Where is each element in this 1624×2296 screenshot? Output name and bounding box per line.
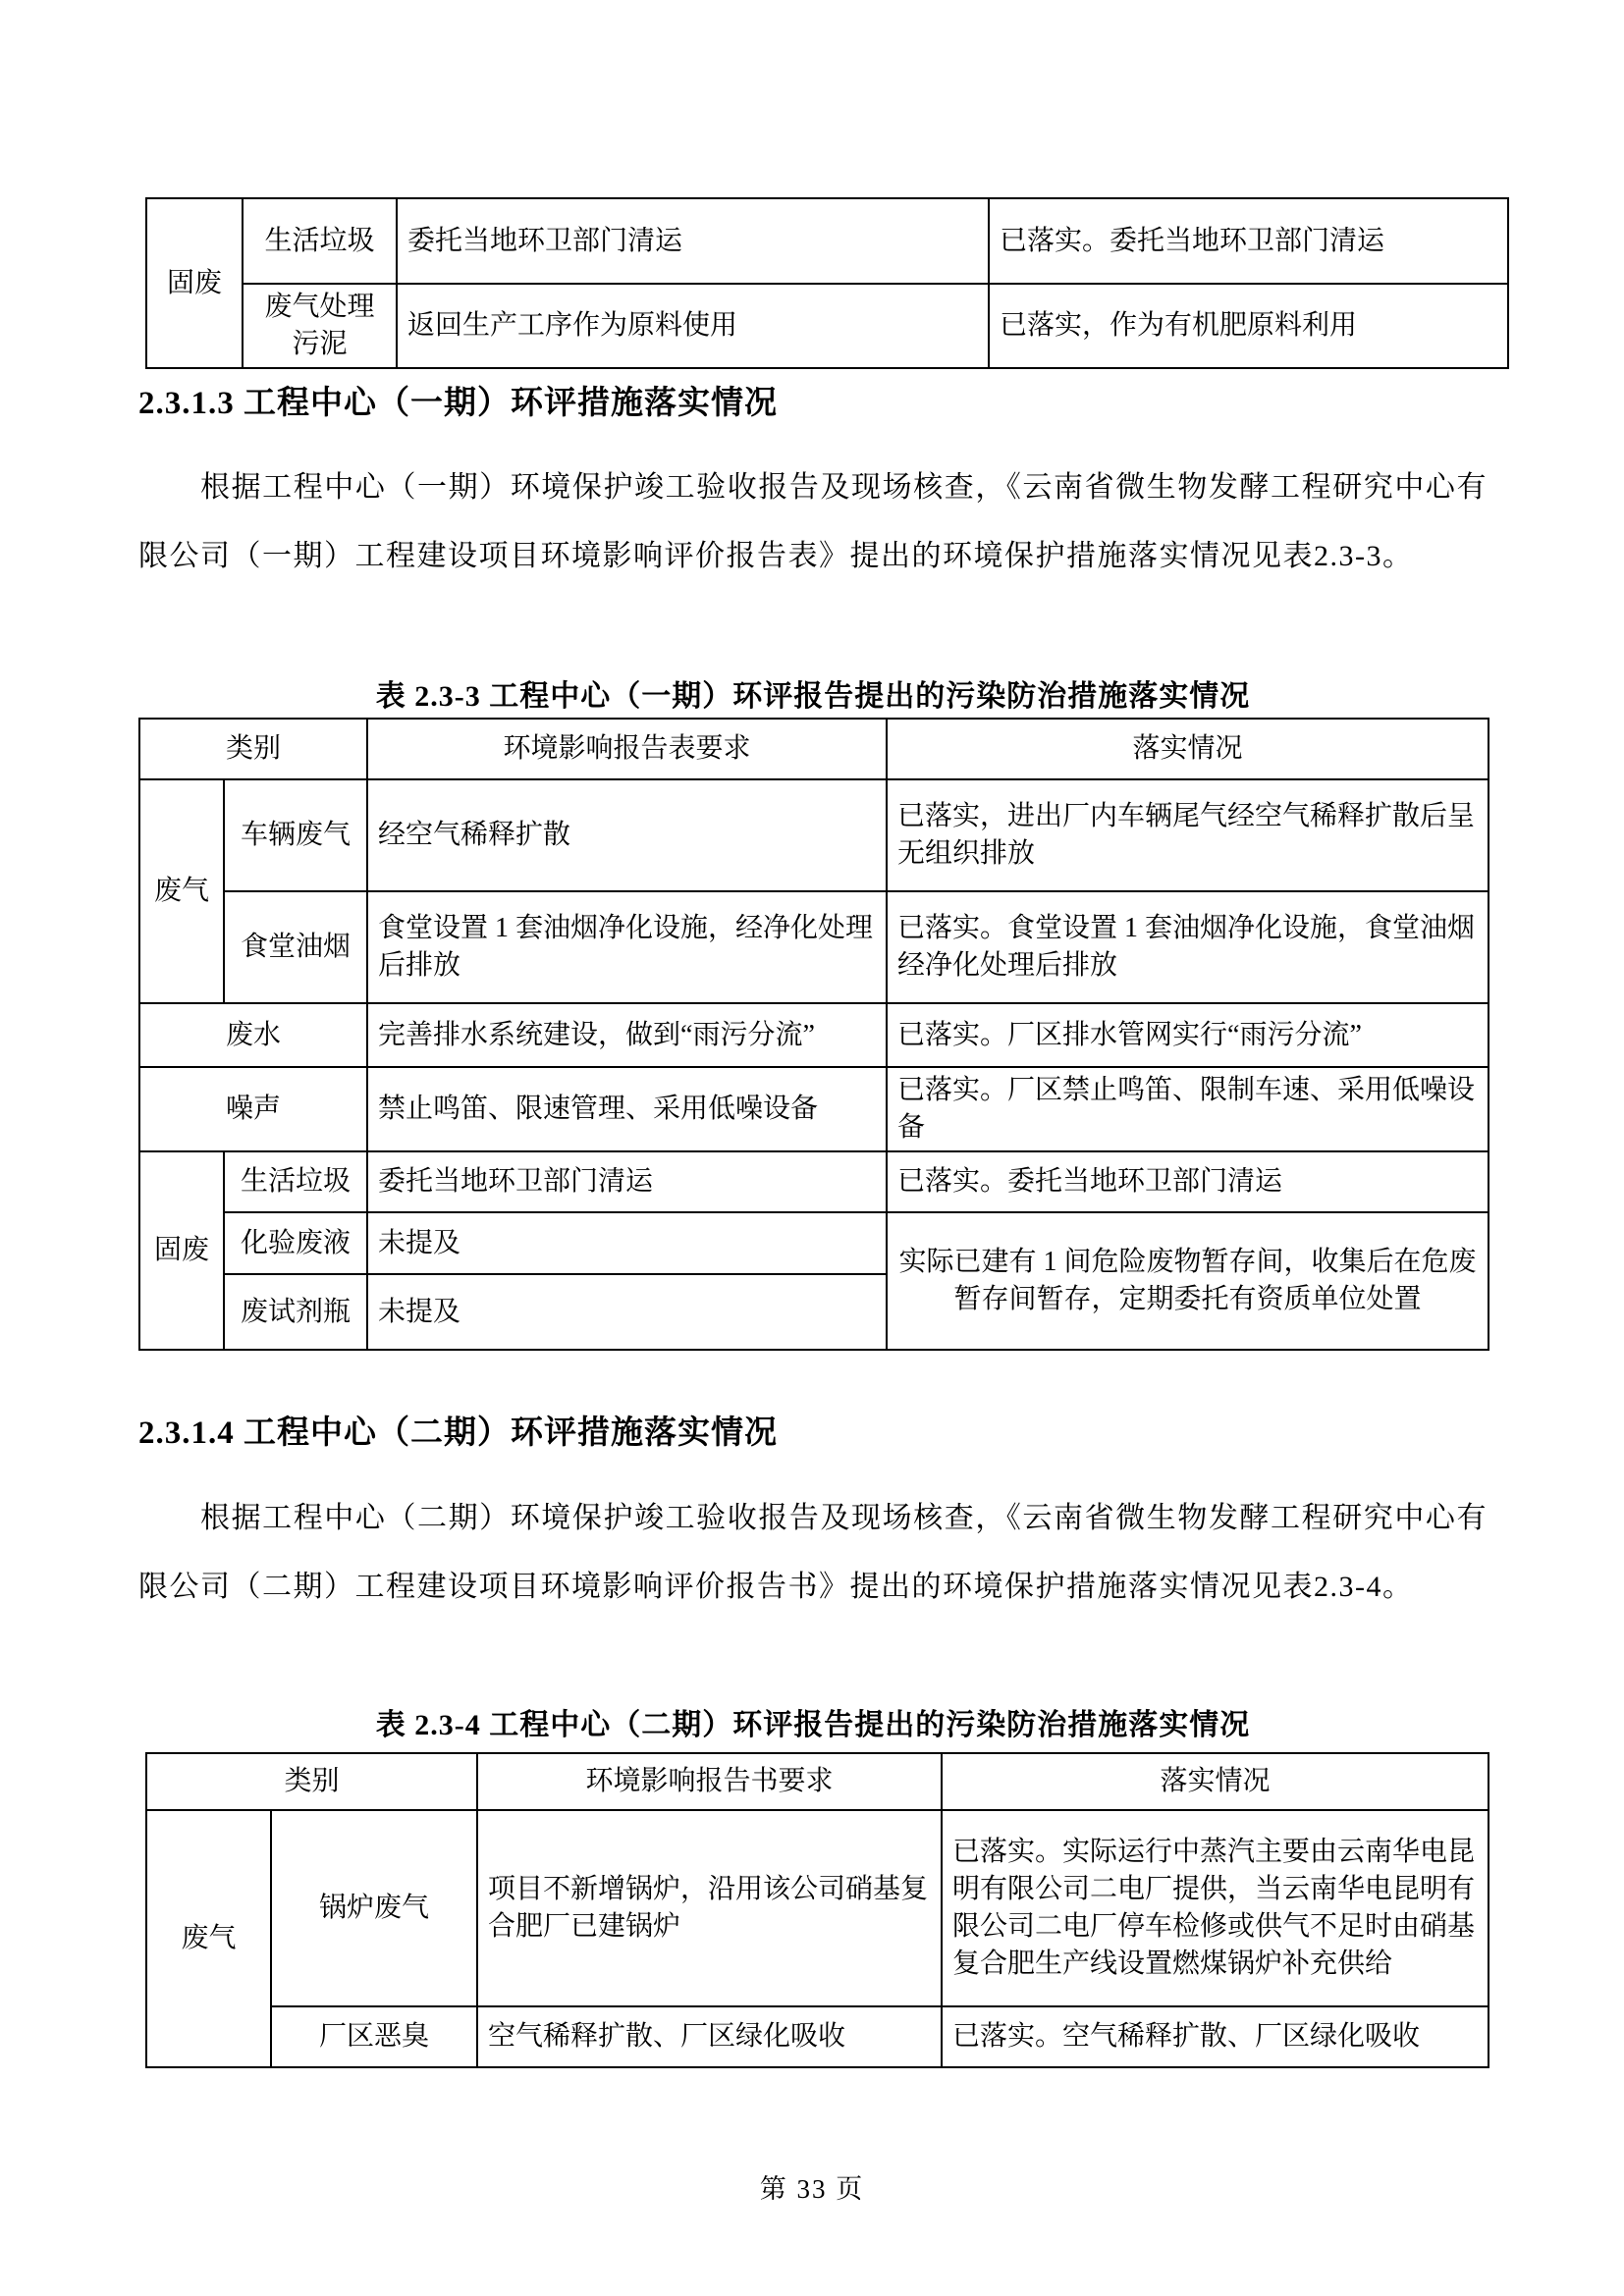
category-cell: 固废: [146, 198, 243, 368]
page-number: 第 33 页: [759, 2174, 865, 2204]
requirement-cell: 项目不新增锅炉，沿用该公司硝基复合肥厂已建锅炉: [477, 1810, 942, 2006]
status-cell: 已落实。空气稀释扩散、厂区绿化吸收: [942, 2006, 1489, 2067]
table-row: [139, 891, 1489, 1003]
table-234: [145, 1752, 1489, 2068]
item-cell: 锅炉废气: [271, 1810, 477, 2006]
item-cell: 厂区恶臭: [271, 2006, 477, 2067]
section-heading-2314: 2.3.1.4 工程中心（二期）环评措施落实情况: [138, 1415, 778, 1451]
table-row: [146, 198, 1508, 284]
header-status: 落实情况: [942, 1753, 1489, 1810]
status-cell: 已落实。食堂设置 1 套油烟净化设施，食堂油烟经净化处理后排放: [887, 891, 1489, 1003]
requirement-cell: 返回生产工序作为原料使用: [397, 284, 989, 368]
carryover-table: [145, 197, 1509, 369]
category-cell: 废水: [139, 1003, 367, 1067]
table-233: [138, 718, 1489, 1351]
requirement-cell: 食堂设置 1 套油烟净化设施，经净化处理后排放: [367, 891, 887, 1003]
table-row: [146, 284, 1508, 368]
item-cell: 生活垃圾: [224, 1151, 367, 1212]
item-cell: 生活垃圾: [243, 198, 397, 284]
table-row: [139, 1212, 1489, 1274]
item-cell: 废试剂瓶: [224, 1274, 367, 1350]
requirement-cell: 委托当地环卫部门清运: [397, 198, 989, 284]
table-row: [139, 779, 1489, 891]
section-paragraph-2313: 根据工程中心（一期）环境保护竣工验收报告及现场核查，《云南省微生物发酵工程研究中心有限公司（一期）工程建设项目环境影响评价报告表》提出的环境保护措施落实情况见表2.3-3。: [138, 471, 1488, 572]
table-header-row: [146, 1753, 1489, 1810]
table-row: [139, 1151, 1489, 1212]
requirement-cell: 禁止鸣笛、限速管理、采用低噪设备: [367, 1067, 887, 1151]
status-cell: 已落实。委托当地环卫部门清运: [887, 1151, 1489, 1212]
header-status: 落实情况: [887, 719, 1489, 779]
requirement-cell: 完善排水系统建设，做到“雨污分流”: [367, 1003, 887, 1067]
status-cell: 已落实。厂区禁止鸣笛、限制车速、采用低噪设备: [887, 1067, 1489, 1151]
table-caption-234: 表 2.3-4 工程中心（二期）环评报告提出的污染防治措施落实情况: [375, 1709, 1251, 1741]
category-cell: 废气: [146, 1810, 271, 2067]
item-cell: 车辆废气: [224, 779, 367, 891]
header-requirement: 环境影响报告表要求: [367, 719, 887, 779]
requirement-cell: 空气稀释扩散、厂区绿化吸收: [477, 2006, 942, 2067]
header-category: 类别: [139, 719, 367, 779]
table-header-row: [139, 719, 1489, 779]
status-cell: 已落实。实际运行中蒸汽主要由云南华电昆明有限公司二电厂提供，当云南华电昆明有限公司二电厂停车检修或供气不足时由硝基复合肥生产线设置燃煤锅炉补充供给: [942, 1810, 1489, 2006]
header-requirement: 环境影响报告书要求: [477, 1753, 942, 1810]
requirement-cell: 未提及: [367, 1274, 887, 1350]
item-cell: 化验废液: [224, 1212, 367, 1274]
category-cell: 噪声: [139, 1067, 367, 1151]
table-row: [146, 2006, 1489, 2067]
requirement-cell: 经空气稀释扩散: [367, 779, 887, 891]
requirement-cell: 未提及: [367, 1212, 887, 1274]
requirement-cell: 委托当地环卫部门清运: [367, 1151, 887, 1212]
table-row: [139, 1003, 1489, 1067]
status-cell: 已落实。厂区排水管网实行“雨污分流”: [887, 1003, 1489, 1067]
status-cell: 已落实，作为有机肥原料利用: [989, 284, 1508, 368]
section-paragraph-2314: 根据工程中心（二期）环境保护竣工验收报告及现场核查，《云南省微生物发酵工程研究中心有限公司（二期）工程建设项目环境影响评价报告书》提出的环境保护措施落实情况见表2.3-4。: [138, 1502, 1488, 1603]
status-cell: 已落实。委托当地环卫部门清运: [989, 198, 1508, 284]
status-cell: 已落实，进出厂内车辆尾气经空气稀释扩散后呈无组织排放: [887, 779, 1489, 891]
item-cell: 食堂油烟: [224, 891, 367, 1003]
table-row: [139, 1067, 1489, 1151]
category-cell: 废气: [139, 779, 224, 1003]
table-row: [146, 1810, 1489, 2006]
merged-status-cell: 实际已建有 1 间危险废物暂存间，收集后在危废暂存间暂存，定期委托有资质单位处置: [887, 1212, 1489, 1350]
item-cell: 废气处理污泥: [243, 284, 397, 368]
section-heading-2313: 2.3.1.3 工程中心（一期）环评措施落实情况: [138, 386, 778, 421]
category-cell: 固废: [139, 1151, 224, 1350]
header-category: 类别: [146, 1753, 477, 1810]
table-caption-233: 表 2.3-3 工程中心（一期）环评报告提出的污染防治措施落实情况: [375, 680, 1251, 713]
